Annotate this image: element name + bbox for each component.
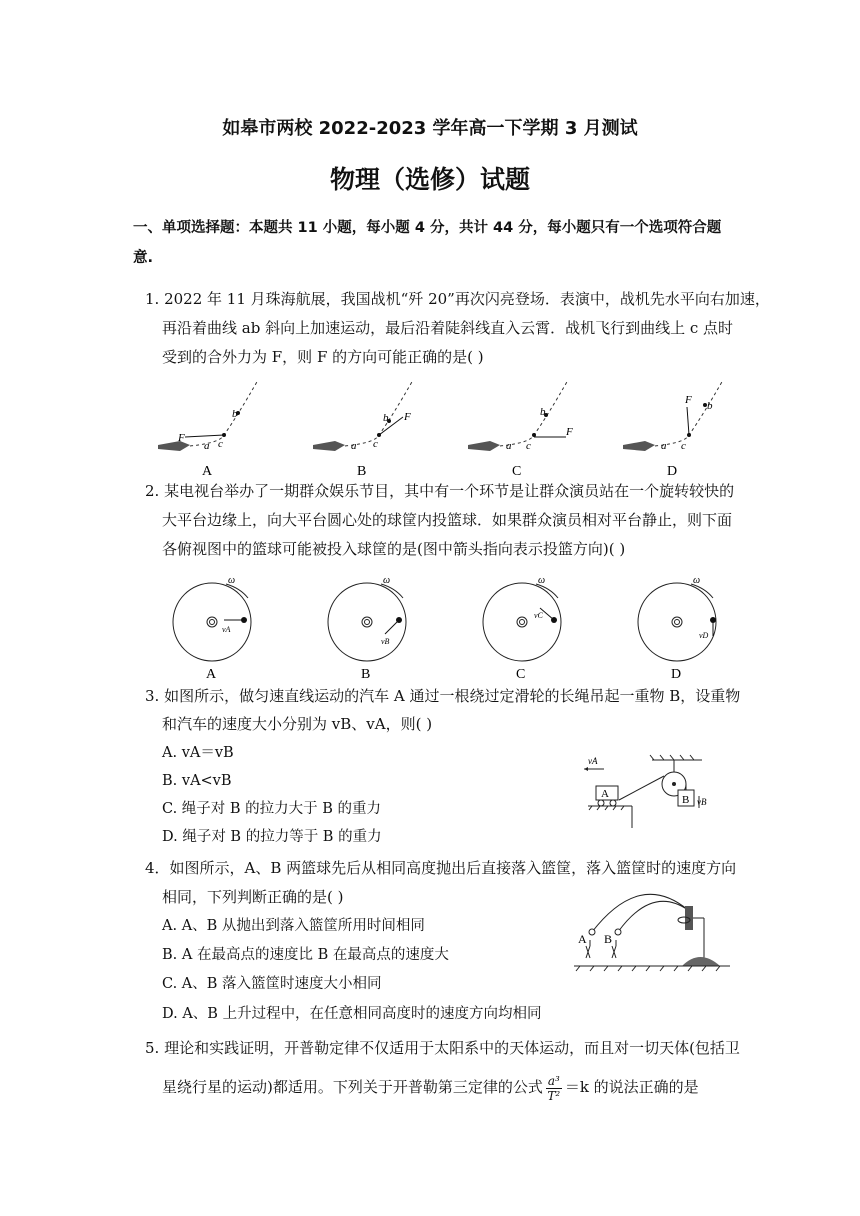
question-4-option-b[interactable]: B. A 在最高点的速度比 B 在最高点的速度大 bbox=[162, 947, 449, 963]
question-5-line-1: 5. 理论和实践证明，开普勒定律不仅适用于太阳系中的天体运动，而且对一切天体(包括卫 bbox=[145, 1039, 740, 1057]
q1-label-a: A bbox=[202, 464, 213, 479]
q1-label-c: C bbox=[512, 464, 522, 479]
section-heading: 一、单项选择题：本题共 11 小题，每小题 4 分，共计 44 分，每小题只有一个选项符合题 bbox=[133, 220, 722, 236]
question-1-line-1: 1. 2022 年 11 月珠海航展，我国战机“歼 20”再次闪亮登场．表演中，战机先水平向右加速， bbox=[145, 290, 770, 308]
question-3-line-2: 和汽车的速度大小分别为 vB、vA，则( ) bbox=[162, 715, 433, 733]
kepler-formula-fraction bbox=[546, 1074, 562, 1103]
svg-text:F: F bbox=[566, 426, 573, 438]
q1-label-b: B bbox=[357, 464, 367, 479]
svg-text:F: F bbox=[404, 411, 411, 423]
question-4-figure bbox=[570, 880, 735, 980]
svg-text:a: a bbox=[204, 440, 210, 452]
svg-text:ω: ω bbox=[228, 575, 236, 586]
svg-text:c: c bbox=[218, 438, 223, 450]
q1-option-d-figure bbox=[623, 380, 723, 479]
svg-text:ω: ω bbox=[383, 575, 391, 586]
page-subtitle: 物理（选修）试题 bbox=[329, 165, 530, 194]
svg-text:A: A bbox=[206, 667, 217, 682]
question-3-option-b[interactable]: B. vA<vB bbox=[162, 773, 232, 789]
question-5-line-2 bbox=[162, 1072, 699, 1103]
svg-text:vA: vA bbox=[588, 756, 598, 766]
svg-text:F: F bbox=[178, 432, 185, 444]
svg-text:B: B bbox=[361, 667, 371, 682]
question-2-line-2: 大平台边缘上，向大平台圆心处的球筐内投篮球．如果群众演员相对平台静止，则下面 bbox=[162, 511, 733, 529]
svg-text:a: a bbox=[506, 440, 512, 452]
svg-text:b: b bbox=[383, 412, 389, 424]
q1-option-a-figure bbox=[158, 380, 258, 479]
question-5-text-post: ＝k 的说法正确的是 bbox=[564, 1078, 699, 1096]
question-2-line-1: 2. 某电视台举办了一期群众娱乐节目，其中有一个环节是让群众演员站在一个旋转较快的 bbox=[145, 482, 735, 500]
svg-text:F: F bbox=[685, 394, 692, 406]
svg-text:vC: vC bbox=[534, 611, 543, 620]
svg-text:B: B bbox=[604, 932, 613, 946]
svg-text:c: c bbox=[373, 438, 378, 450]
svg-text:B: B bbox=[682, 794, 690, 806]
svg-text:vD: vD bbox=[699, 631, 709, 640]
q1-option-b-figure bbox=[313, 380, 413, 479]
question-1-line-2: 再沿着曲线 ab 斜向上加速运动，最后沿着陡斜线直入云霄．战机飞行到曲线上 c 点时 bbox=[162, 319, 734, 337]
question-5-text-pre: 星绕行星的运动)都适用。下列关于开普勒第三定律的公式 bbox=[162, 1078, 543, 1096]
svg-text:vA: vA bbox=[222, 625, 231, 634]
svg-text:b: b bbox=[232, 408, 238, 420]
question-4-line-1: 4．如图所示，A、B 两篮球先后从相同高度抛出后直接落入篮筐，落入篮筐时的速度方向 bbox=[145, 859, 737, 877]
section-heading-cont: 意. bbox=[133, 250, 154, 266]
question-4-option-c[interactable]: C. A、B 落入篮筐时速度大小相同 bbox=[162, 976, 382, 992]
svg-text:c: c bbox=[526, 440, 531, 452]
question-3-option-a[interactable]: A. vA＝vB bbox=[162, 745, 234, 761]
svg-text:vB: vB bbox=[697, 797, 707, 807]
q1-option-c-figure bbox=[468, 380, 573, 479]
question-3-figure bbox=[574, 752, 724, 832]
question-3-line-1: 3. 如图所示，做匀速直线运动的汽车 A 通过一根绕过定滑轮的长绳吊起一重物 B，设重物 bbox=[145, 687, 741, 705]
q2-option-b-figure bbox=[328, 575, 406, 682]
svg-text:a: a bbox=[351, 440, 357, 452]
question-4-line-2: 相同，下列判断正确的是( ) bbox=[162, 888, 344, 906]
question-1-figure bbox=[150, 375, 740, 480]
question-4-option-a[interactable]: A. A、B 从抛出到落入篮筐所用时间相同 bbox=[162, 918, 425, 934]
question-2-line-3: 各俯视图中的篮球可能被投入球筐的是(图中箭头指向表示投篮方向)( ) bbox=[162, 540, 626, 558]
svg-text:ω: ω bbox=[538, 575, 546, 586]
svg-text:b: b bbox=[540, 406, 546, 418]
svg-text:C: C bbox=[516, 667, 526, 682]
svg-text:vB: vB bbox=[381, 637, 390, 646]
q2-option-c-figure bbox=[483, 575, 561, 682]
question-1-line-3: 受到的合外力为 F，则 F 的方向可能正确的是( ) bbox=[162, 348, 484, 366]
svg-text:A: A bbox=[601, 788, 609, 800]
q2-option-a-figure bbox=[173, 575, 251, 682]
fraction-denominator: T² bbox=[547, 1088, 561, 1103]
svg-text:c: c bbox=[681, 440, 686, 452]
q2-option-d-figure bbox=[638, 575, 716, 682]
question-3-option-d[interactable]: D. 绳子对 B 的拉力等于 B 的重力 bbox=[162, 829, 382, 845]
svg-text:b: b bbox=[707, 400, 713, 412]
fraction-numerator: a³ bbox=[547, 1073, 560, 1088]
question-2-figure bbox=[168, 570, 728, 682]
svg-text:A: A bbox=[578, 932, 587, 946]
question-3-option-c[interactable]: C. 绳子对 B 的拉力大于 B 的重力 bbox=[162, 801, 382, 817]
svg-text:D: D bbox=[671, 667, 682, 682]
q1-label-d: D bbox=[667, 464, 678, 479]
svg-text:a: a bbox=[661, 440, 667, 452]
question-4-option-d[interactable]: D. A、B 上升过程中，在任意相同高度时的速度方向均相同 bbox=[162, 1006, 542, 1022]
page-title: 如皋市两校 2022-2023 学年高一下学期 3 月测试 bbox=[222, 118, 638, 139]
svg-text:ω: ω bbox=[693, 575, 701, 586]
